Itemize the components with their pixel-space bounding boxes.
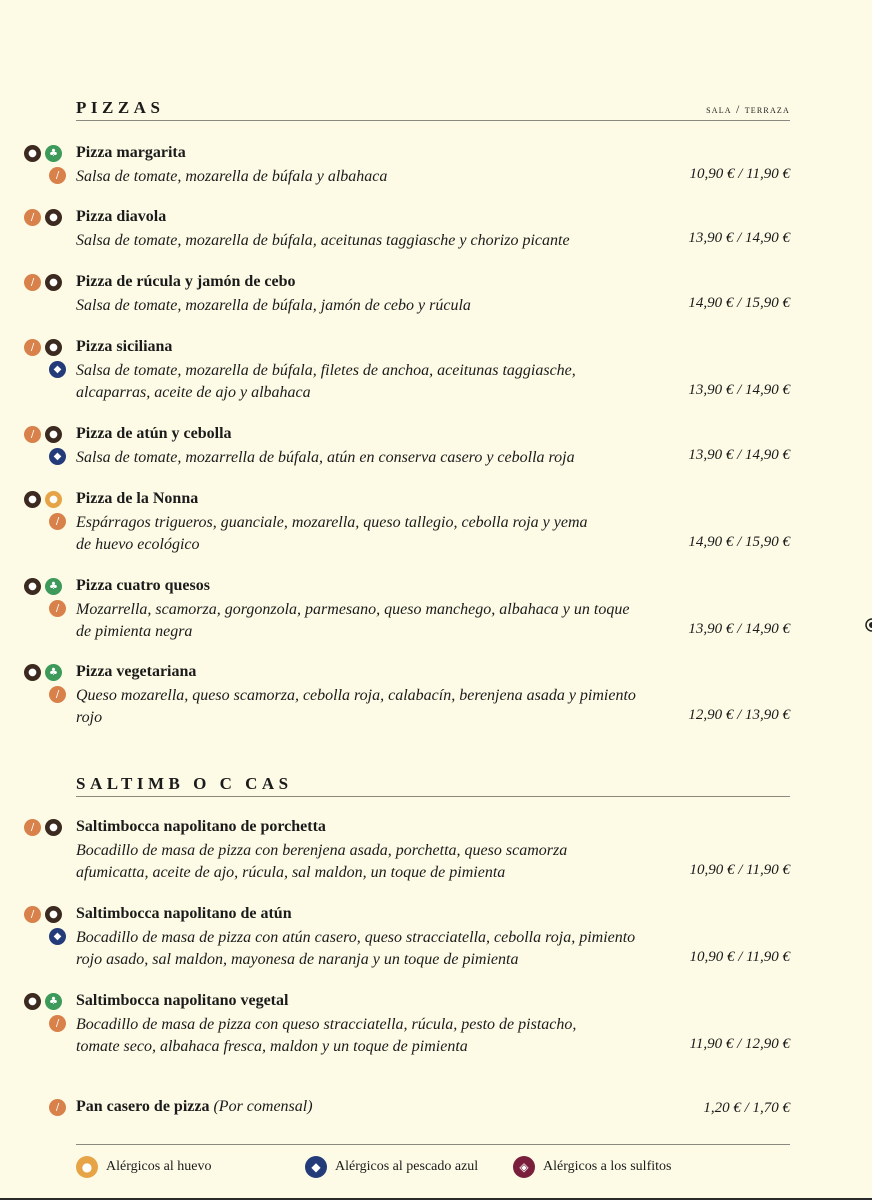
gluten-icon: /: [24, 339, 41, 356]
item-name: Pizza de la Nonna: [76, 490, 199, 507]
legend-label: Alérgicos al pescado azul: [335, 1159, 479, 1174]
item-price: 10,90 € / 11,90 €: [689, 949, 790, 965]
vegetarian-icon: ♣: [45, 578, 62, 595]
item-price: 11,90 € / 12,90 €: [689, 1036, 790, 1052]
legend-label: Alérgicos a los sulfitos: [543, 1159, 672, 1174]
item-description: Bocadillo de masa de pizza con berenjena asada, porchetta, queso scamorza afumicatta, aceite de ajo, rúcula, sal maldon, un toque de pimienta: [76, 842, 568, 881]
item-name: Pizza diavola: [76, 208, 167, 225]
item-description: Salsa de tomate, mozarella de búfala, aceitunas taggiasche y chorizo picante: [76, 232, 570, 249]
item-name: Pizza margarita: [76, 144, 186, 161]
page-edge-icon: [863, 618, 872, 632]
section-title-saltimboccas: SALTIMB O C CAS: [76, 774, 293, 793]
section-title-pizzas: PIZZAS: [76, 98, 165, 117]
legend-label: Alérgicos al huevo: [106, 1159, 212, 1174]
item-price: 14,90 € / 15,90 €: [688, 295, 790, 311]
item-description: Mozarrella, scamorza, gorgonzola, parmesano, queso manchego, albahaca y un toque de pimienta negra: [76, 601, 630, 640]
item-description: Bocadillo de masa de pizza con queso stracciatella, rúcula, pesto de pistacho, tomate seco, albahaca fresca, maldon y un toque de pimienta: [76, 1016, 577, 1055]
sulfite-icon: ◈: [513, 1156, 535, 1178]
item-price: 13,90 € / 14,90 €: [688, 621, 790, 637]
legend-item: [513, 1156, 671, 1178]
gluten-icon: /: [49, 513, 66, 530]
item-price: 12,90 € / 13,90 €: [688, 707, 790, 723]
item-description: Salsa de tomate, mozarrella de búfala, atún en conserva casero y cebolla roja: [76, 449, 575, 466]
lactose-icon: ●: [45, 209, 62, 226]
item-price: 14,90 € / 15,90 €: [688, 534, 790, 550]
gluten-icon: /: [49, 1015, 66, 1032]
item-description: Salsa de tomate, mozarella de búfala, filetes de anchoa, aceitunas taggiasche, alcaparras, aceite de ajo y albahaca: [76, 362, 576, 401]
lactose-icon: ●: [24, 491, 41, 508]
gluten-icon: /: [49, 167, 66, 184]
legend-item: [305, 1156, 478, 1178]
item-price: 13,90 € / 14,90 €: [688, 382, 790, 398]
gluten-icon: /: [49, 600, 66, 617]
legend-item: [76, 1156, 212, 1178]
item-price: 13,90 € / 14,90 €: [688, 447, 790, 463]
lactose-icon: ●: [24, 993, 41, 1010]
item-price: 10,90 € / 11,90 €: [689, 166, 790, 182]
lactose-icon: ●: [45, 274, 62, 291]
item-name: Pizza vegetariana: [76, 663, 197, 680]
item-price: 10,90 € / 11,90 €: [689, 862, 790, 878]
item-description: Espárragos trigueros, guanciale, mozarella, queso tallegio, cebolla roja y yema de huevo ecológico: [76, 514, 588, 553]
item-description: Queso mozarella, queso scamorza, cebolla roja, calabacín, berenjena asada y pimiento rojo: [76, 687, 636, 726]
fish-icon: ◆: [49, 928, 66, 945]
gluten-icon: /: [49, 686, 66, 703]
lactose-icon: ●: [45, 906, 62, 923]
lactose-icon: ●: [24, 578, 41, 595]
gluten-icon: /: [24, 906, 41, 923]
item-price: 1,20 € / 1,70 €: [703, 1100, 790, 1116]
vegetarian-icon: ♣: [45, 145, 62, 162]
item-note: (Por comensal): [213, 1098, 313, 1115]
gluten-icon: /: [24, 819, 41, 836]
fish-icon: ◆: [49, 448, 66, 465]
item-description: Bocadillo de masa de pizza con atún casero, queso stracciatella, cebolla roja, pimiento rojo asado, sal maldon, mayonesa de naranja y un toque de pimienta: [76, 929, 636, 968]
item-name: Saltimbocca napolitano vegetal: [76, 992, 289, 1009]
gluten-icon: /: [24, 274, 41, 291]
lactose-icon: ●: [45, 426, 62, 443]
item-description: Salsa de tomate, mozarella de búfala, jamón de cebo y rúcula: [76, 297, 471, 314]
fish-icon: ◆: [49, 361, 66, 378]
egg-icon: ●: [45, 491, 62, 508]
pizzas-header: [76, 98, 790, 121]
item-name: Saltimbocca napolitano de atún: [76, 905, 292, 922]
item-description: Salsa de tomate, mozarella de búfala y albahaca: [76, 168, 388, 185]
item-name: Pizza de rúcula y jamón de cebo: [76, 273, 296, 290]
saltimboccas-header: [76, 774, 790, 797]
section-subtitle-prices: sala / terraza: [706, 102, 790, 116]
item-name: Pizza cuatro quesos: [76, 577, 210, 594]
lactose-icon: ●: [24, 145, 41, 162]
gluten-icon: /: [49, 1099, 66, 1116]
gluten-icon: /: [24, 209, 41, 226]
gluten-icon: /: [24, 426, 41, 443]
egg-icon: ●: [76, 1156, 98, 1178]
vegetarian-icon: ♣: [45, 664, 62, 681]
lactose-icon: ●: [24, 664, 41, 681]
lactose-icon: ●: [45, 819, 62, 836]
vegetarian-icon: ♣: [45, 993, 62, 1010]
item-name: Pizza siciliana: [76, 338, 173, 355]
item-name: Pan casero de pizza (Por comensal): [76, 1098, 313, 1115]
item-price: 13,90 € / 14,90 €: [688, 230, 790, 246]
item-name: Saltimbocca napolitano de porchetta: [76, 818, 326, 835]
fish-icon: ◆: [305, 1156, 327, 1178]
item-name: Pizza de atún y cebolla: [76, 425, 232, 442]
lactose-icon: ●: [45, 339, 62, 356]
footer-divider: [76, 1144, 790, 1145]
